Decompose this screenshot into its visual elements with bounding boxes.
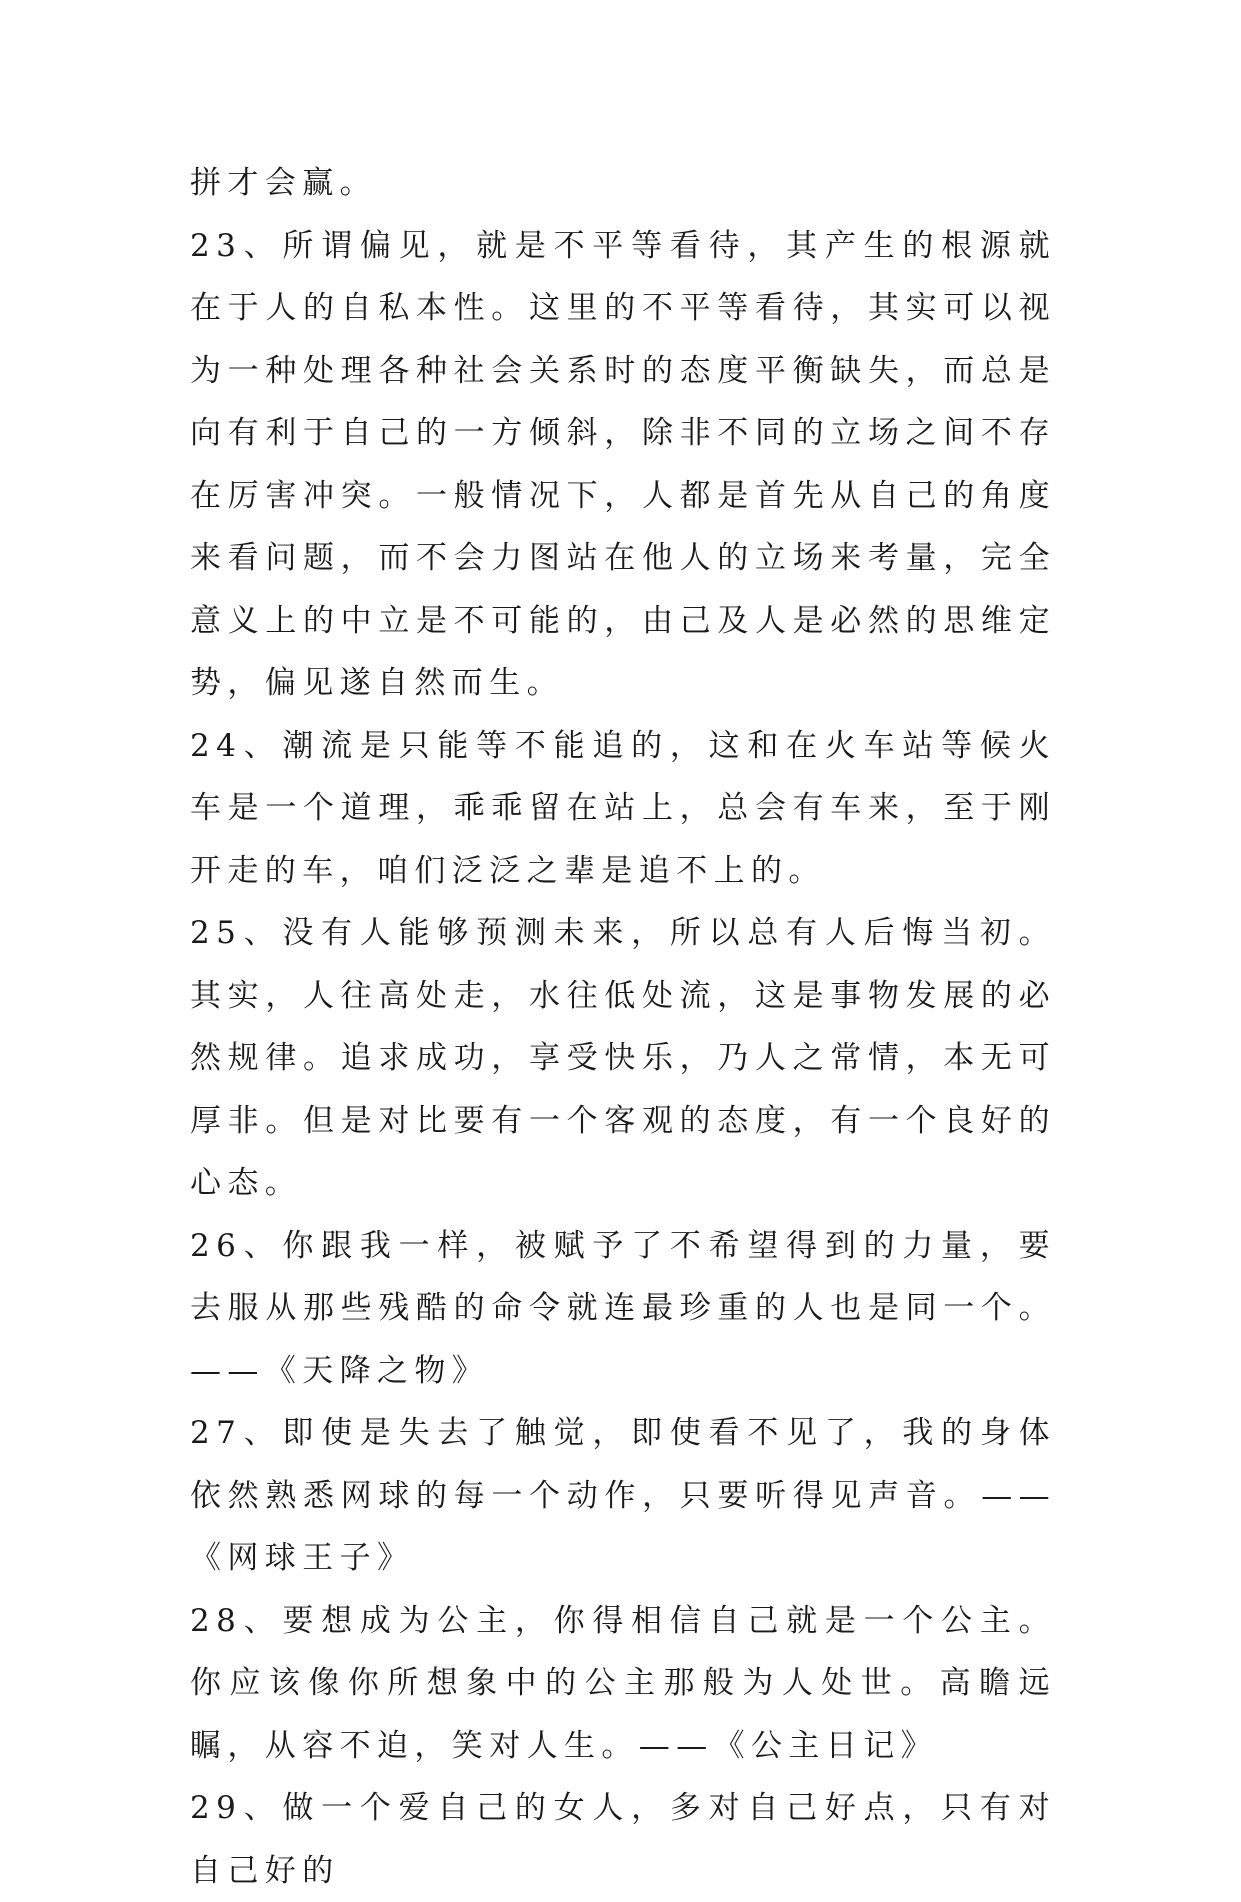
paragraph-26: 26、你跟我一样，被赋予了不希望得到的力量，要去服从那些残酷的命令就连最珍重的人也是同一个。——《天降之物》 <box>190 1227 1056 1389</box>
paragraph-28: 28、要想成为公主，你得相信自己就是一个公主。你应该像你所想象中的公主那般为人处世。高瞻远瞩，从容不迫，笑对人生。——《公主日记》 <box>190 1602 1056 1764</box>
paragraph-27: 27、即使是失去了触觉，即使看不见了，我的身体依然熟悉网球的每一个动作，只要听得见声音。——《网球王子》 <box>190 1415 1056 1576</box>
document-body <box>190 152 1056 1902</box>
paragraph-25: 25、没有人能够预测未来，所以总有人后悔当初。其实，人往高处走，水往低处流，这是事物发展的必然规律。追求成功，享受快乐，乃人之常情，本无可厚非。但是对比要有一个客观的态度，有一个良好的心态。 <box>190 915 1056 1201</box>
paragraph-continuation: 拼才会赢。 <box>190 165 377 201</box>
paragraph-23: 23、所谓偏见，就是不平等看待，其产生的根源就在于人的自私本性。这里的不平等看待，其实可以视为一种处理各种社会关系时的态度平衡缺失，而总是向有利于自己的一方倾斜，除非不同的立场之间不存在厉害冲突。一般情况下，人都是首先从自己的角度来看问题，而不会力图站在他人的立场来考量，完全意义上的中立是不可能的，由己及人是必然的思维定势，偏见遂自然而生。 <box>190 227 1056 701</box>
paragraph-29: 29、做一个爱自己的女人，多对自己好点，只有对自己好的 <box>190 1790 1056 1889</box>
paragraph-24: 24、潮流是只能等不能追的，这和在火车站等候火车是一个道理，乖乖留在站上，总会有车来，至于刚开走的车，咱们泛泛之辈是追不上的。 <box>190 727 1056 889</box>
